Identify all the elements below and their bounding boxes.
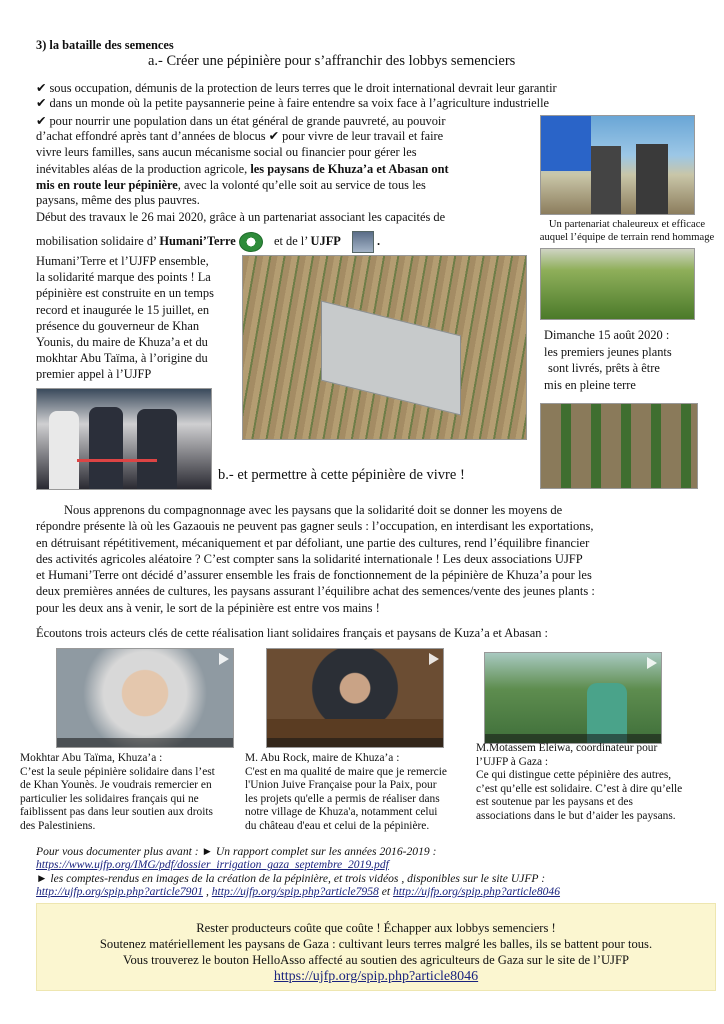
intro-line-2: ✔ dans un monde où la petite paysannerie peine à faire entendre sa voix face à l’agriculture industrielle — [36, 96, 550, 110]
body-paragraph: Nous apprenons du compagnonnage avec les paysans que la solidarité doit se donner les moyens de répondre présente là où les Gazaouis ne peuvent pas gagner seuls : l’occupation, en interdisant les exportations, en détruisant répétitivement, mécaniquement et par défoliant, une partie des cultures, rend l’équilibre financier des activités agricoles aléatoire ? C’est compter sans la solidarité internationale ! Les deux associations UJFP et Humani’Terre ont décidé d’assurer ensemble les frais de fonctionnement de la pépinière de Khuza’a pour les deux premières années de cultures, les paysans assurant l’équilibre achat des semences/vente des jeunes plants : pour les deux ans à venir, le sort de la pépinière est entre vos mains ! — [36, 503, 595, 615]
intro-line-1: ✔ sous occupation, démunis de la protection de leurs terres que le droit international devrait leur garantir — [36, 81, 557, 95]
subtitle-a: a.- Créer une pépinière pour s’affranchir des lobbys semenciers — [148, 53, 516, 69]
listen-line: Écoutons trois acteurs clés de cette réalisation liant solidaires français et paysans de Kuza’a et Abasan : — [36, 626, 548, 640]
seedlings-photo — [540, 248, 695, 320]
actor-caption-3: M.Motassem Eleiwa, coordinateur pour l’UJFP à Gaza : Ce qui distingue cette pépinière des autres, c’est qu’elle est solidaire. C’est à dire qu’elle est soutenue par les paysans et des associations dans le but d’aider les paysans. — [476, 742, 683, 822]
play-icon[interactable] — [219, 653, 229, 665]
article-7958-link[interactable]: http://ujfp.org/spip.php?article7958 — [211, 884, 379, 898]
left-column-text: Humani’Terre et l’UJFP ensemble, la solidarité marque des points ! La pépinière est construite en un temps record et inaugurée le 15 juillet, en présence du gouverneur de Khan Younis, du maire de Khuza’a et du mokhtar Abu Taïma, à l’origine du premier appel à l’UJFP — [36, 254, 214, 382]
humaniterre-logo — [239, 232, 263, 252]
video-thumbnail-1[interactable] — [56, 648, 234, 748]
video-thumbnail-3[interactable] — [484, 652, 662, 744]
intro-line-4: d’achat effondré après tant d’années de blocus ✔ pour vivre de leur travail et faire — [36, 129, 444, 143]
partners-photo — [540, 115, 695, 215]
seedlings-caption: Dimanche 15 août 2020 : les premiers jeunes plants sont livrés, prêts à être mis en pleine terre — [544, 328, 672, 392]
call-to-action-box — [36, 903, 716, 991]
partners-caption: Un partenariat chaleureux et efficace auquel l’équipe de terrain rend hommage — [539, 219, 715, 243]
intro-line-5: vivre leurs familles, sans aucun mécanisme social ou financier pour gérer les — [36, 145, 417, 159]
report-link[interactable]: https://www.ujfp.org/IMG/pdf/dossier_irrigation_gaza_septembre_2019.pdf — [36, 858, 389, 872]
actor-caption-2: M. Abu Rock, maire de Khuza’a : C'est en ma qualité de maire que je remercie l'Union Juive Française pour la Paix, pour les projets qu'elle a permis de réaliser dans notre village de Khuza'a, notamment celui du château d'eau et celui de la pépinière. — [245, 752, 447, 832]
play-icon[interactable] — [429, 653, 439, 665]
ujfp-logo — [352, 231, 374, 253]
play-icon[interactable] — [647, 657, 657, 669]
nursery-interior-photo — [540, 403, 698, 489]
video-thumbnail-2[interactable] — [266, 648, 444, 748]
actor-caption-1: Mokhtar Abu Taïma, Khuza’a : C’est la seule pépinière solidaire dans l’est de Khan Younès. Je voudrais remercier en particulier les solidaires français qui ne faiblissent pas dans leur soutien aux droits des Palestiniens. — [20, 752, 215, 832]
intro-line-6: inévitables aléas de la production agricole, les paysans de Khuza’a et Abasan ont — [36, 162, 449, 176]
footer-line-1: Rester producteurs coûte que coûte ! Échapper aux lobbys semenciers ! — [196, 921, 556, 935]
article-8046-link[interactable]: http://ujfp.org/spip.php?article8046 — [392, 884, 561, 898]
intro-line-10: mobilisation solidaire d’ Humani’Terre et de l’ UJFP . — [36, 231, 380, 253]
helloasso-link[interactable]: https://ujfp.org/spip.php?article8046 — [273, 969, 479, 984]
section-title: 3) la bataille des semences — [36, 38, 174, 52]
intro-line-9: Début des travaux le 26 mai 2020, grâce à un partenariat associant les capacités de — [36, 210, 446, 224]
article-7901-link[interactable]: http://ujfp.org/spip.php?article7901 — [36, 884, 204, 898]
footer-line-2: Soutenez matériellement les paysans de Gaza : cultivant leurs terres malgré les balles, ils se battent pour tous. — [99, 937, 653, 951]
subtitle-b: b.- et permettre à cette pépinière de vivre ! — [218, 467, 465, 483]
docs-block: Pour vous documenter plus avant : ► Un rapport complet sur les années 2016-2019 : https://www.ujfp.org/IMG/pdf/dossier_irrigation_gaza_septembre_2019.pdf ► les comptes-rendus en images de la création de la pépinière, et trois vidéos , disponibles sur le site UJFP : http://ujfp.org/spip.php?article7901 , http://ujfp.org/spip.php?article7958 et http://ujfp.org/spip.php?article8046 — [36, 845, 724, 898]
footer-line-3: Vous trouverez le bouton HelloAsso affecté au soutien des agriculteurs de Gaza sur le site de l’UJFP — [123, 953, 629, 967]
intro-line-7: mis en route leur pépinière, avec la volonté qu’elle soit au service de tous les — [36, 178, 426, 192]
inauguration-photo — [36, 388, 212, 490]
aerial-nursery-photo — [242, 255, 527, 440]
intro-line-3: ✔ pour nourrir une population dans un état général de grande pauvreté, au pouvoir — [36, 114, 446, 128]
intro-line-8: paysans, même des plus pauvres. — [36, 193, 200, 207]
